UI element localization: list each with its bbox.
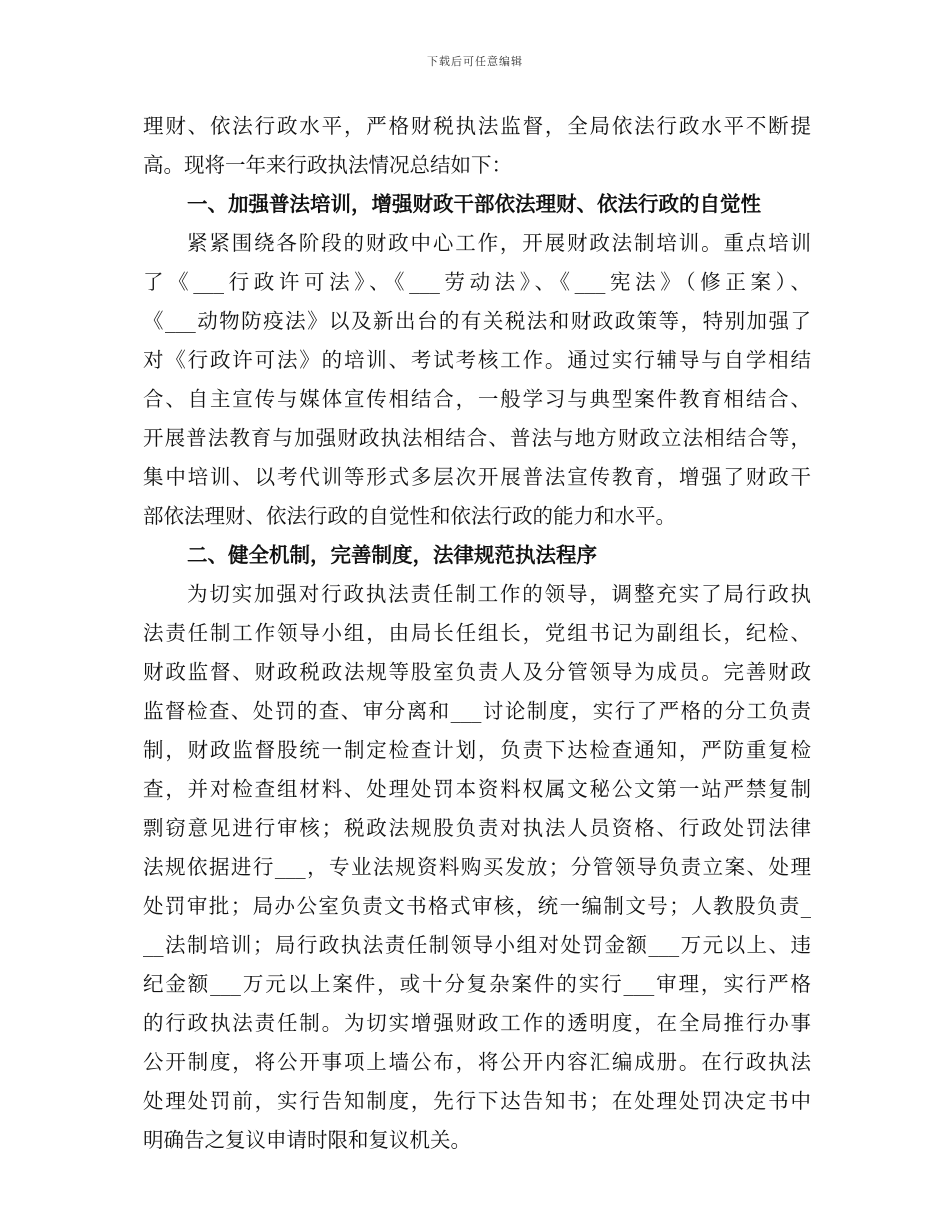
paragraph-line: 监督检查、处罚的查、审分离和___讨论制度，实行了严格的分工负责 (143, 699, 811, 723)
paragraph-line: 制，财政监督股统一制定检查计划，负责下达检查通知，严防重复检 (143, 738, 811, 762)
paragraph-line: 紧紧围绕各阶段的财政中心工作，开展财政法制培训。重点培训 (187, 231, 811, 255)
paragraph-line: 部依法理财、依法行政的自觉性和依法行政的能力和水平。 (143, 504, 676, 528)
paragraph-line: 集中培训、以考代训等形式多层次开展普法宣传教育，增强了财政干 (143, 465, 811, 489)
paragraph-line: __法制培训；局行政执法责任制领导小组对处罚金额___万元以上、违 (143, 933, 811, 957)
paragraph-line: 为切实加强对行政执法责任制工作的领导，调整充实了局行政执 (187, 582, 811, 606)
paragraph-line: 的行政执法责任制。为切实增强财政工作的透明度，在全局推行办事 (143, 1011, 811, 1035)
paragraph-line: 合、自主宣传与媒体宣传相结合，一般学习与典型案件教育相结合、 (143, 387, 811, 411)
paragraph-line: 处理处罚前，实行告知制度，先行下达告知书；在处理处罚决定书中 (143, 1089, 811, 1113)
paragraph-line: 处罚审批；局办公室负责文书格式审核，统一编制文号；人教股负责_ (143, 894, 811, 918)
paragraph-line: 法责任制工作领导小组，由局长任组长，党组书记为副组长，纪检、 (143, 621, 811, 645)
paragraph-line: 了《___行政许可法》、《___劳动法》、《___宪法》（修正案）、 (143, 270, 811, 294)
paragraph-line: 纪金额___万元以上案件，或十分复杂案件的实行___审理，实行严格 (143, 972, 811, 996)
document-body (143, 107, 811, 1160)
page-header-note: 下载后可任意编辑 (427, 55, 523, 68)
section-heading: 一、加强普法培训，增强财政干部依法理财、依法行政的自觉性 (187, 192, 761, 216)
paragraph-line: 法规依据进行___，专业法规资料购买发放；分管领导负责立案、处理 (143, 855, 811, 879)
paragraph-line: 对《行政许可法》的培训、考试考核工作。通过实行辅导与自学相结 (143, 348, 811, 372)
paragraph-line: 财政监督、财政税政法规等股室负责人及分管领导为成员。完善财政 (143, 660, 811, 684)
section-heading: 二、健全机制，完善制度，法律规范执法程序 (187, 543, 597, 567)
paragraph-line: 明确告之复议申请时限和复议机关。 (143, 1128, 471, 1152)
paragraph-line: 《___动物防疫法》以及新出台的有关税法和财政政策等，特别加强了 (143, 309, 811, 333)
paragraph-line: 公开制度，将公开事项上墙公布，将公开内容汇编成册。在行政执法 (143, 1050, 811, 1074)
paragraph-line: 开展普法教育与加强财政执法相结合、普法与地方财政立法相结合等， (143, 426, 811, 450)
paragraph-line: 理财、依法行政水平，严格财税执法监督，全局依法行政水平不断提 (143, 114, 811, 138)
paragraph-line: 查，并对检查组材料、处理处罚本资料权属文秘公文第一站严禁复制 (143, 777, 811, 801)
paragraph-line: 剽窃意见进行审核；税政法规股负责对执法人员资格、行政处罚法律 (143, 816, 811, 840)
paragraph-line: 高。现将一年来行政执法情况总结如下： (143, 153, 512, 177)
